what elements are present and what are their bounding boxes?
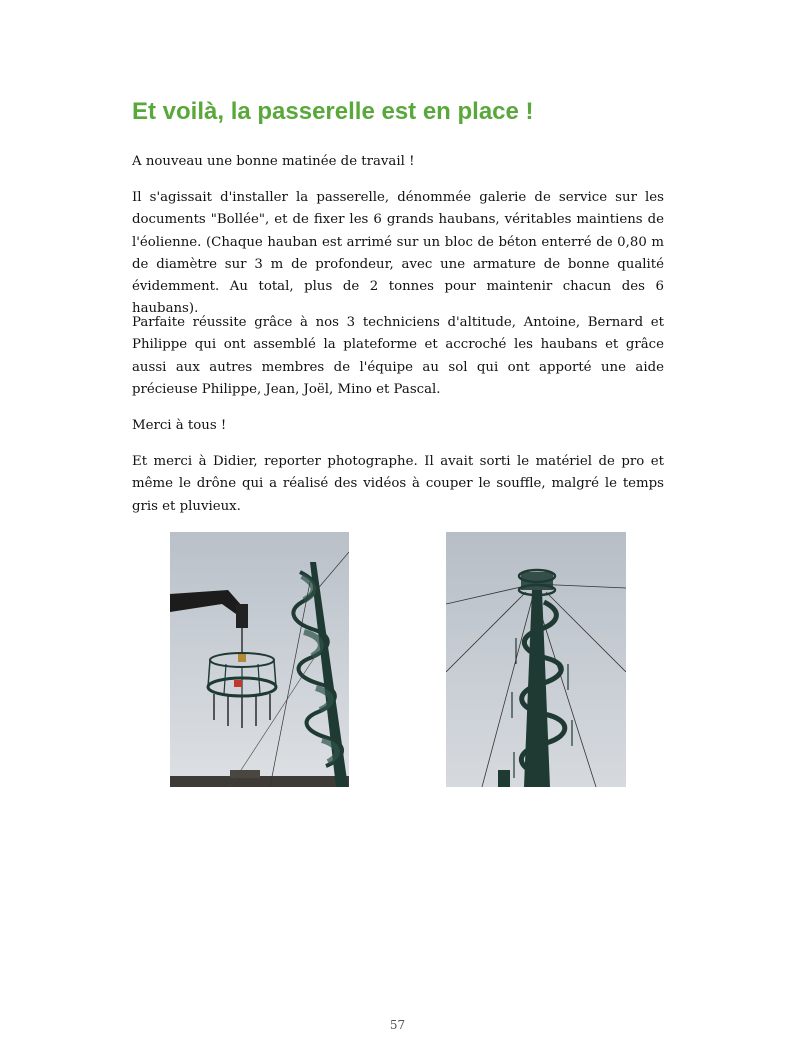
photo-tower-with-guy-wires [446, 532, 626, 787]
paragraph-team: Parfaite réussite grâce à nos 3 techniciens d'altitude, Antoine, Bernard et Philippe qui ont assemblé la plateforme et accroché les haubans et grâce aussi aux autres membres de l'équipe au sol qui ont apporté une aide précieuse Philippe, Jean, Joël, Mino et Pascal. [132, 315, 664, 397]
paragraph-intro: A nouveau une bonne matinée de travail ! [132, 154, 415, 169]
page-number: 57 [389, 1018, 406, 1032]
paragraph-installation: Il s'agissait d'installer la passerelle, dénommée galerie de service sur les documents "Bollée", et de fixer les 6 grands haubans, véritables maintiens de l'éolienne. (Chaque hauban est arrimé sur un bloc de béton enterré de 0,80 m de diamètre sur 3 m de profondeur, avec une armature de bonne qualité évidemment. Au total, plus de 2 tonnes pour maintenir chacun des 6 haubans). [132, 190, 664, 317]
paragraph-photographer: Et merci à Didier, reporter photographe. Il avait sorti le matériel de pro et même le drône qui a réalisé des vidéos à couper le souffle, malgré le temps gris et pluvieux. [132, 454, 664, 514]
photo-platform-lifting [170, 532, 349, 787]
paragraph-thanks: Merci à tous ! [132, 418, 227, 433]
page-title: Et voilà, la passerelle est en place ! [132, 98, 534, 125]
